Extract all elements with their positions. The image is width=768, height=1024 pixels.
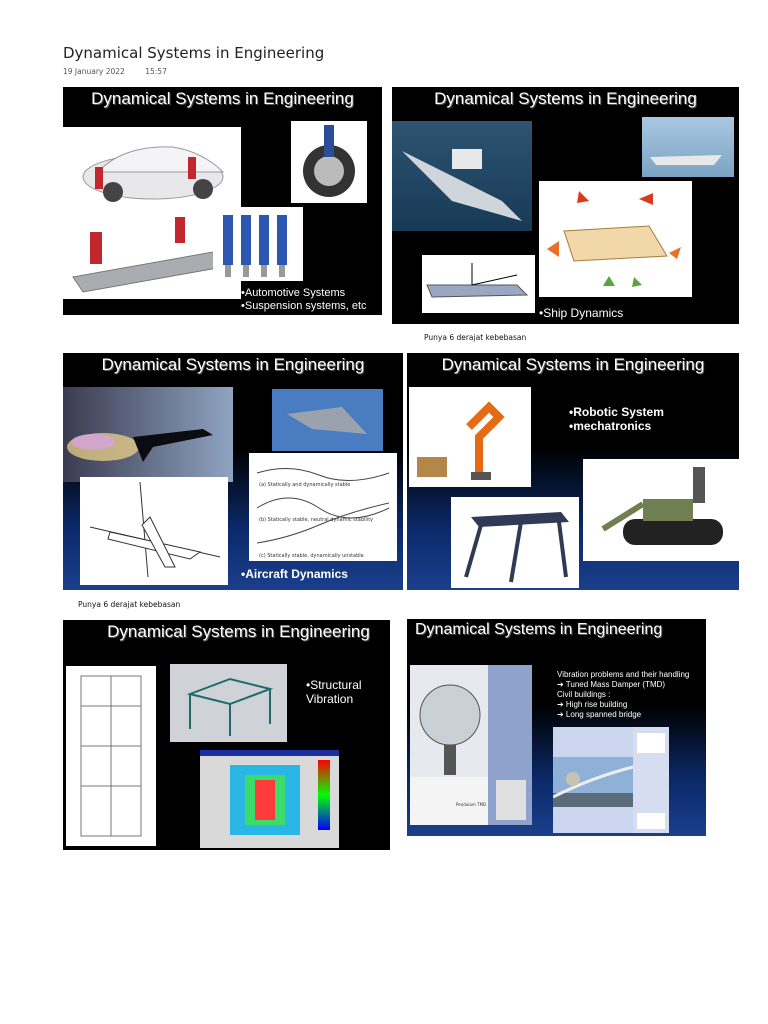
bullet: •Structural (306, 678, 362, 692)
bullet: •mechatronics (569, 419, 652, 433)
slide-title: Dynamical Systems in Engineering (434, 89, 697, 108)
slide-title: Dynamical Systems in Engineering (91, 89, 354, 108)
mobile-robot-image (583, 459, 739, 561)
bullet: •Ship Dynamics (539, 306, 624, 320)
slide-bullets (306, 678, 362, 706)
text-line: ➔ High rise building (557, 700, 628, 709)
slide-aircraft (63, 353, 403, 590)
wheel-image (291, 121, 367, 203)
slide-title: Dynamical Systems in Engineering (415, 621, 663, 638)
slide-robotic (407, 353, 739, 590)
slide-bullets (539, 306, 623, 320)
slide-bullets (241, 567, 348, 581)
robot-arm-image (409, 387, 531, 487)
ship-photo (392, 121, 532, 231)
stability-caption-b: (b) Statically stable, neutral dynamic stability (259, 517, 374, 523)
ship-photo-small (642, 117, 734, 177)
slide-bullets (569, 405, 664, 433)
slide-structural (63, 620, 390, 850)
bullet: •Suspension systems, etc (241, 300, 367, 312)
fem-contour-image (200, 750, 339, 848)
text-line: Civil buildings : (557, 690, 611, 699)
frame-model (170, 664, 287, 742)
slide-ship (392, 87, 739, 324)
slide-title: Dynamical Systems in Engineering (101, 355, 365, 374)
page-meta (63, 67, 185, 76)
bullet: •Aircraft Dynamics (241, 567, 348, 581)
stability-caption-a: (a) Statically and dynamically stable (259, 482, 351, 488)
page-title: Dynamical Systems in Engineering (63, 44, 325, 62)
note-aircraft: Punya 6 derajat kebebasan (78, 600, 181, 609)
vibration-text (557, 670, 689, 720)
slide-title: Dynamical Systems in Engineering (107, 622, 370, 641)
slide-vibration (407, 619, 706, 836)
jet-photo-2 (272, 389, 383, 451)
note-ship: Punya 6 derajat kebebasan (424, 333, 527, 342)
jet-photo (63, 387, 233, 482)
tmd-caption: Pendulum TMD (456, 802, 487, 807)
pendulum-tmd-photo (410, 665, 532, 825)
shock-absorbers-image (213, 207, 303, 281)
text-line: ➔ Long spanned bridge (557, 710, 642, 719)
aircraft-axes-diagram (80, 477, 228, 585)
bullet: •Robotic System (569, 405, 664, 419)
slide-title: Dynamical Systems in Engineering (441, 355, 705, 374)
slide-automotive (63, 87, 382, 315)
bullet: •Automotive Systems (241, 287, 346, 299)
text-line: ➔ Tuned Mass Damper (TMD) (557, 680, 666, 689)
hexapod-image (451, 497, 579, 588)
structure-drawing (66, 666, 156, 846)
page-date: 19 January 2022 (63, 67, 125, 76)
stability-caption-c: (c) Statically stable, dynamically unstable (259, 553, 364, 559)
ship-forces-diagram (539, 181, 692, 297)
bullet: Vibration (306, 692, 354, 706)
text-line: Vibration problems and their handling (557, 670, 690, 679)
stability-diagram (249, 453, 397, 561)
page-time: 15:57 (145, 67, 167, 76)
ship-dof-diagram (422, 255, 535, 313)
slide-bullets (241, 287, 367, 313)
bridge-photo (553, 727, 669, 833)
